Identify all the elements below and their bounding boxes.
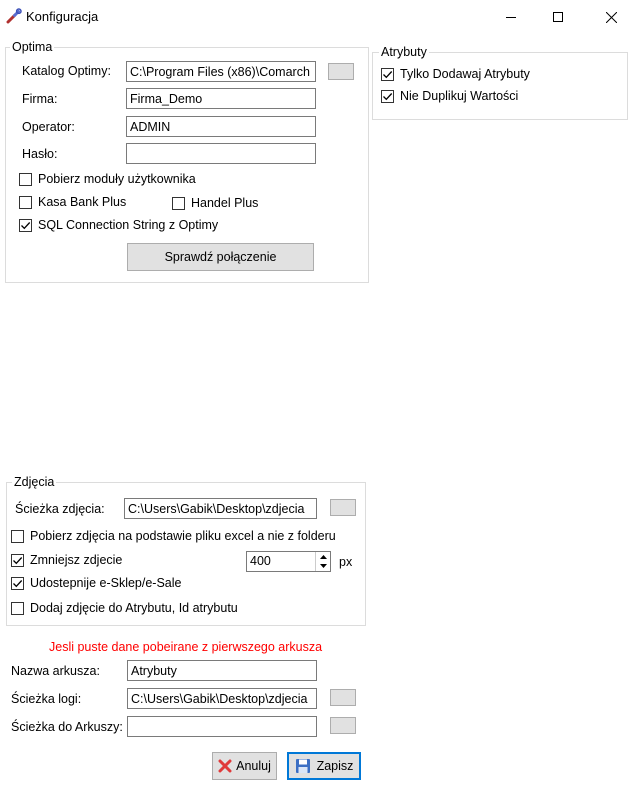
checkbox-box [11,554,24,567]
kasa-bank-checkbox[interactable] [19,195,126,209]
checkmark-icon [382,69,393,80]
checkbox-box [11,530,24,543]
katalog-input[interactable] [126,61,316,82]
checkbox-box [19,219,32,232]
optima-legend: Optima [12,40,53,54]
sciezka-arkuszy-label: Ścieżka do Arkuszy: [11,720,123,734]
cancel-x-icon [218,759,232,773]
checkmark-icon [20,220,31,231]
dodaj-zdjecie-label: Dodaj zdjęcie do Atrybutu, Id atrybutu [30,601,238,615]
sciezka-zdjecia-browse-button[interactable] [330,499,356,516]
pobierz-moduly-checkbox[interactable] [19,172,196,186]
cancel-button[interactable] [212,752,277,780]
size-value: 400 [250,554,271,568]
spin-arrows[interactable] [315,552,330,571]
checkbox-box [381,90,394,103]
floppy-disk-icon [295,758,311,774]
haslo-input[interactable] [126,143,316,164]
checkbox-box [11,577,24,590]
atrybuty-group [372,52,628,120]
sciezka-logi-label: Ścieżka logi: [11,692,82,706]
zmniejsz-checkbox[interactable] [11,553,122,567]
sciezka-arkuszy-browse-button[interactable] [330,717,356,734]
checkmark-icon [382,91,393,102]
operator-input[interactable] [126,116,316,137]
maximize-button[interactable] [535,0,581,34]
firma-input[interactable] [126,88,316,109]
checkbox-box [11,602,24,615]
sciezka-zdjecia-label: Ścieżka zdjęcia: [15,502,105,516]
checkbox-box [172,197,185,210]
checkbox-box [381,68,394,81]
title-bar [0,0,634,34]
checkbox-box [19,196,32,209]
firma-label: Firma: [22,92,58,106]
nazwa-arkusza-input[interactable] [127,660,317,681]
size-stepper[interactable] [246,551,331,572]
kasa-bank-label: Kasa Bank Plus [38,195,127,209]
zdjecia-legend: Zdjęcia [14,475,55,489]
katalog-browse-button[interactable] [328,63,354,80]
close-button[interactable] [588,0,634,34]
handel-plus-label: Handel Plus [191,196,259,210]
sciezka-zdjecia-input[interactable] [124,498,317,519]
checkbox-box [19,173,32,186]
window-title: Konfiguracja [26,9,99,24]
tylko-dodawaj-label: Tylko Dodawaj Atrybuty [400,67,530,81]
pobierz-excel-label: Pobierz zdjęcia na podstawie pliku excel a nie z folderu [30,529,336,543]
warning-text: Jesli puste dane pobeirane z pierwszego arkusza [49,640,323,654]
nie-duplikuj-checkbox[interactable] [381,89,518,103]
test-connection-button[interactable]: Sprawdź połączenie [127,243,314,271]
sciezka-logi-browse-button[interactable] [330,689,356,706]
save-label: Zapisz [316,759,354,773]
handel-plus-checkbox[interactable] [172,196,258,210]
udostepnij-label: Udostepnije e-Sklep/e-Sale [30,576,182,590]
atrybuty-legend: Atrybuty [381,45,427,59]
spin-down-icon[interactable] [316,561,330,570]
size-unit-label: px [339,555,353,569]
haslo-label: Hasło: [22,147,58,161]
nazwa-arkusza-label: Nazwa arkusza: [11,664,100,678]
maximize-icon [553,12,563,22]
wrench-icon [6,8,22,24]
pobierz-moduly-label: Pobierz moduły użytkownika [38,172,196,186]
close-icon [606,12,617,23]
zmniejsz-label: Zmniejsz zdjecie [30,553,123,567]
sciezka-logi-input[interactable] [127,688,317,709]
minimize-icon [506,12,516,22]
katalog-label: Katalog Optimy: [22,64,111,78]
checkmark-icon [12,555,23,566]
sql-connection-label: SQL Connection String z Optimy [38,218,219,232]
tylko-dodawaj-checkbox[interactable] [381,67,530,81]
operator-label: Operator: [22,120,75,134]
pobierz-excel-checkbox[interactable] [11,529,336,543]
minimize-button[interactable] [488,0,534,34]
cancel-label: Anuluj [236,759,271,773]
save-button[interactable] [287,752,361,780]
sql-connection-checkbox[interactable] [19,218,218,232]
dodaj-zdjecie-checkbox[interactable] [11,601,238,615]
nie-duplikuj-label: Nie Duplikuj Wartości [400,89,519,103]
checkmark-icon [12,578,23,589]
sciezka-arkuszy-input[interactable] [127,716,317,737]
udostepnij-checkbox[interactable] [11,576,181,590]
spin-up-icon[interactable] [316,552,330,561]
